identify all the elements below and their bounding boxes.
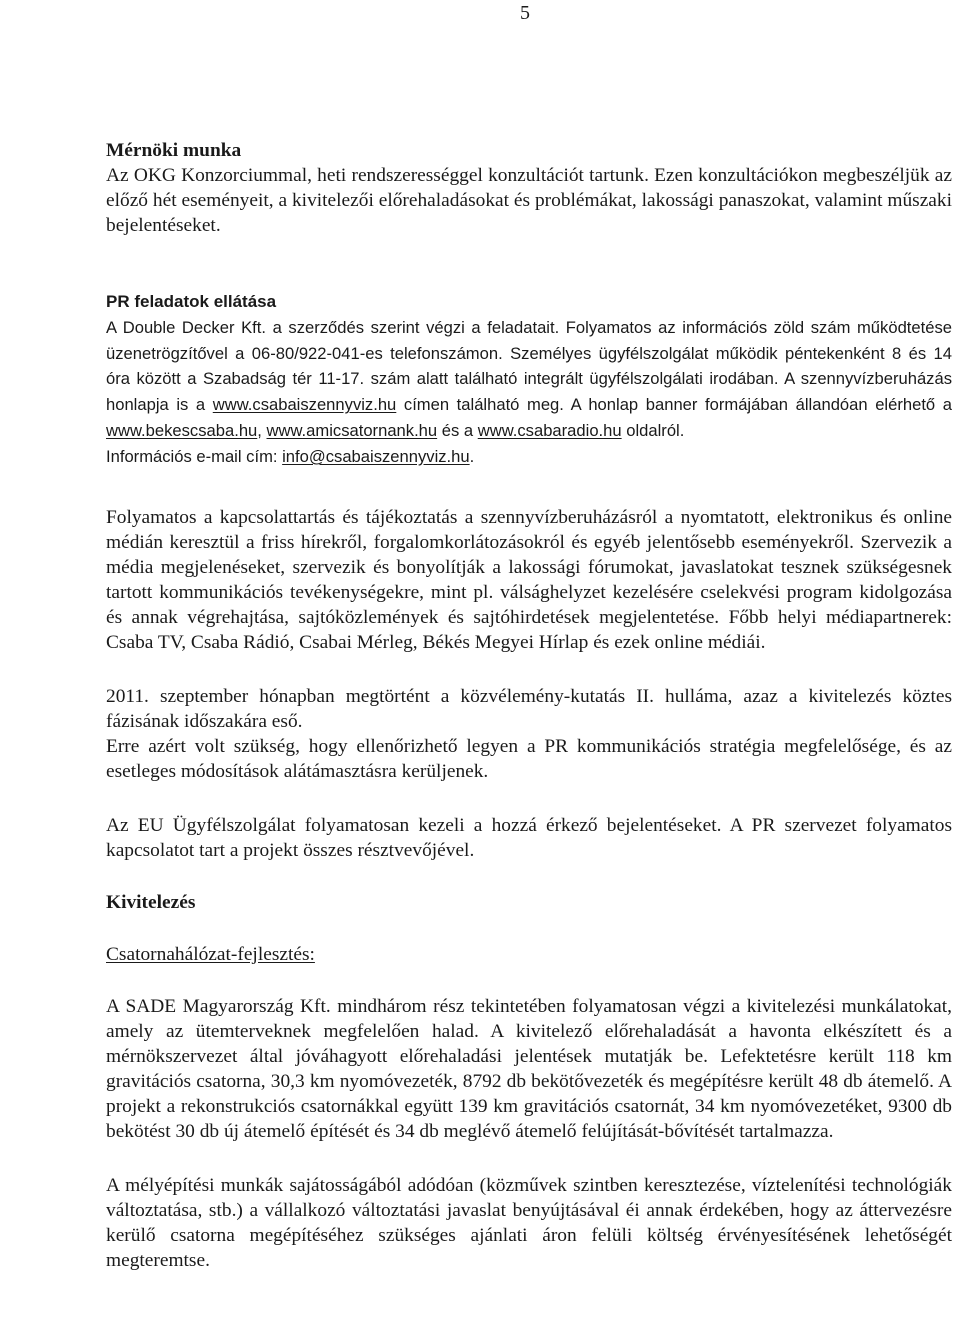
pr-text-part: oldalról. <box>621 420 685 440</box>
email-link[interactable]: info@csabaiszennyviz.hu <box>282 446 470 466</box>
link-csabaiszennyviz[interactable]: www.csabaiszennyviz.hu <box>212 395 397 415</box>
page-content <box>106 138 952 1273</box>
section-heading-pr: PR feladatok ellátása <box>106 292 277 311</box>
link-csabaradio[interactable]: www.csabaradio.hu <box>477 420 622 440</box>
subheading-csatornahalozat: Csatornahálózat-fejlesztés: <box>106 943 315 965</box>
email-end: . <box>469 446 475 466</box>
section-heading-muszaki: Mérnöki munka <box>106 140 242 161</box>
paragraph-kivitelezes-1: A SADE Magyarország Kft. mindhárom rész tekintetében folyamatosan végzi a kivitelezési munkálatokat, amely az ütemterveknek megfelelően halad. A kivitelező előrehaladását a havonta elkészített és a mérnökszervezet által jóváhagyott előrehaladási jelentések mutatják be. Lefektetésre került 118 km gravitációs csatorna, 30,3 km nyomóvezeték, 8792 db bekötővezeték és megépítésre került 48 db átemelő. A projekt a rekonstrukciós csatornákkal együtt 139 km gravitációs csatornát, 34 km nyomóvezetéket, 9300 db bekötést 30 db új átemelő építését és 34 db meglévő átemelő felújítását-bővítését tartalmazza. <box>106 995 952 1142</box>
link-bekescsaba[interactable]: www.bekescsaba.hu <box>106 420 258 440</box>
pr-text-part: címen található meg. A honlap banner formájában állandóan elérhető a <box>396 395 952 415</box>
pr-text-part: , <box>257 420 267 440</box>
paragraph-kutatas-2: Erre azért volt szükség, hogy ellenőrizhető legyen a PR kommunikációs stratégia megfelelősége, és az esetleges módosítások alátámasztásra kerüljenek. <box>106 735 952 782</box>
pr-section <box>106 289 952 470</box>
email-line <box>106 444 952 470</box>
paragraph-eu: Az EU Ügyfélszolgálat folyamatosan kezeli a hozzá érkező bejelentéseket. A PR szervezet folyamatos kapcsolatot tart a projekt összes résztvevőjével. <box>106 814 952 861</box>
link-amicsatornank[interactable]: www.amicsatornank.hu <box>266 420 438 440</box>
paragraph-muszaki: Az OKG Konzorciummal, heti rendszerességgel konzultációt tartunk. Ezen konzultációkon megbeszéljük az előző hét eseményeit, a kivitelezői előrehaladásokat és problémákat, lakossági panaszokat, valamint műszaki bejelentéseket. <box>106 165 952 236</box>
section-heading-kivitelezes: Kivitelezés <box>106 891 196 913</box>
email-label: Információs e-mail cím: <box>106 446 283 466</box>
paragraph-pr <box>106 315 952 444</box>
pr-text-part: A Double Decker Kft. a szerződés szerint végzi a feladatait. Folyamatos az információs zöld szám működtetése üzenetrögzítővel a 06-80/922-041-es telefonszámon. Személyes ügyfélszolgálat működik péntekenként 8 és 14 óra között a Szabadság tér 11-17. szám alatt található integrált ügyfélszolgálati irodában. A szennyvízberuházás honlapja is a <box>106 317 952 415</box>
page-number: 5 <box>520 2 530 24</box>
paragraph-kapcsolattartas: Folyamatos a kapcsolattartás és tájékoztatás a szennyvízberuházásról a nyomtatott, elektronikus és online médián keresztül a friss hírekről, forgalomkorlátozásokról és egyéb jelentősebb eseményekről. Szervezik a média megjelenéseket, szervezik és bonyolítják a lakossági fórumokat, javaslatokat tesznek szükségesnek tartott kommunikációs tevékenységekre, mint pl. válsághelyzet kezelésére cselekvési program kidolgozása és annak végrehajtása, sajtóközlemények és sajtóhirdetések megjelentetése. Főbb helyi médiapartnerek: Csaba TV, Csaba Rádió, Csabai Mérleg, Békés Megyei Hírlap és ezek online médiái. <box>106 506 952 653</box>
pr-text-part: és a <box>437 420 478 440</box>
paragraph-kutatas-1: 2011. szeptember hónapban megtörtént a közvélemény-kutatás II. hulláma, azaz a kivitelezés köztes fázisának időszakára eső. <box>106 685 952 732</box>
paragraph-kivitelezes-2: A mélyépítési munkák sajátosságából adódóan (közművek szintben keresztezése, víztelenítési technológiák változtatása, stb.) a vállalkozó változtatási javaslat benyújtásával éi annak érdekében, hogy az áttervezésre kerülő csatorna megépítéséhez szükséges ajánlati áron felüli költség érvényesítésének lehetőségét megteremtse. <box>106 1174 952 1271</box>
